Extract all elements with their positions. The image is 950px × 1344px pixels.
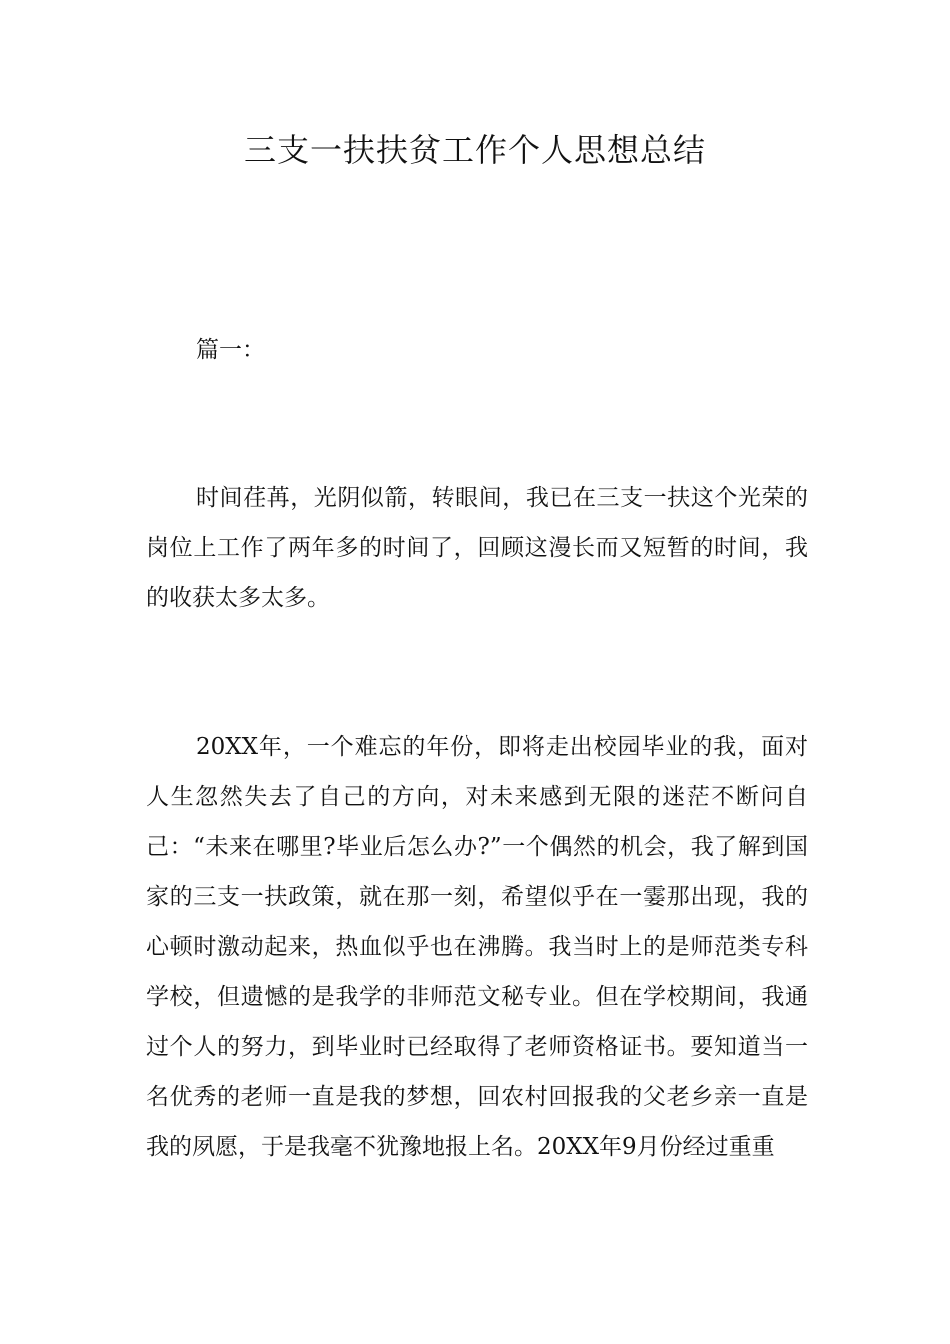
section-label: 篇一：: [196, 337, 265, 363]
document-title: 三支一扶扶贫工作个人思想总结: [243, 131, 706, 169]
paragraph-1: 时间荏苒，光阴似箭，转眼间，我已在三支一扶这个光荣的岗位上工作了两年多的时间了，回顾这漫长而又短暂的时间，我的收获太多太多。: [146, 485, 808, 611]
paragraph-2: 20XX年，一个难忘的年份，即将走出校园毕业的我，面对人生忽然失去了自己的方向，对未来感到无限的迷茫不断问自己：“未来在哪里?毕业后怎么办?”一个偶然的机会，我了解到国家的三支一扶政策，就在那一刻，希望似乎在一霎那出现，我的心顿时激动起来，热血似乎也在沸腾。我当时上的是师范类专科学校，但遗憾的是我学的非师范文秘专业。但在学校期间，我通过个人的努力，到毕业时已经取得了老师资格证书。要知道当一名优秀的老师一直是我的梦想，回农村回报我的父老乡亲一直是我的夙愿，于是我毫不犹豫地报上名。20XX年9月份经过重重: [146, 734, 808, 1160]
